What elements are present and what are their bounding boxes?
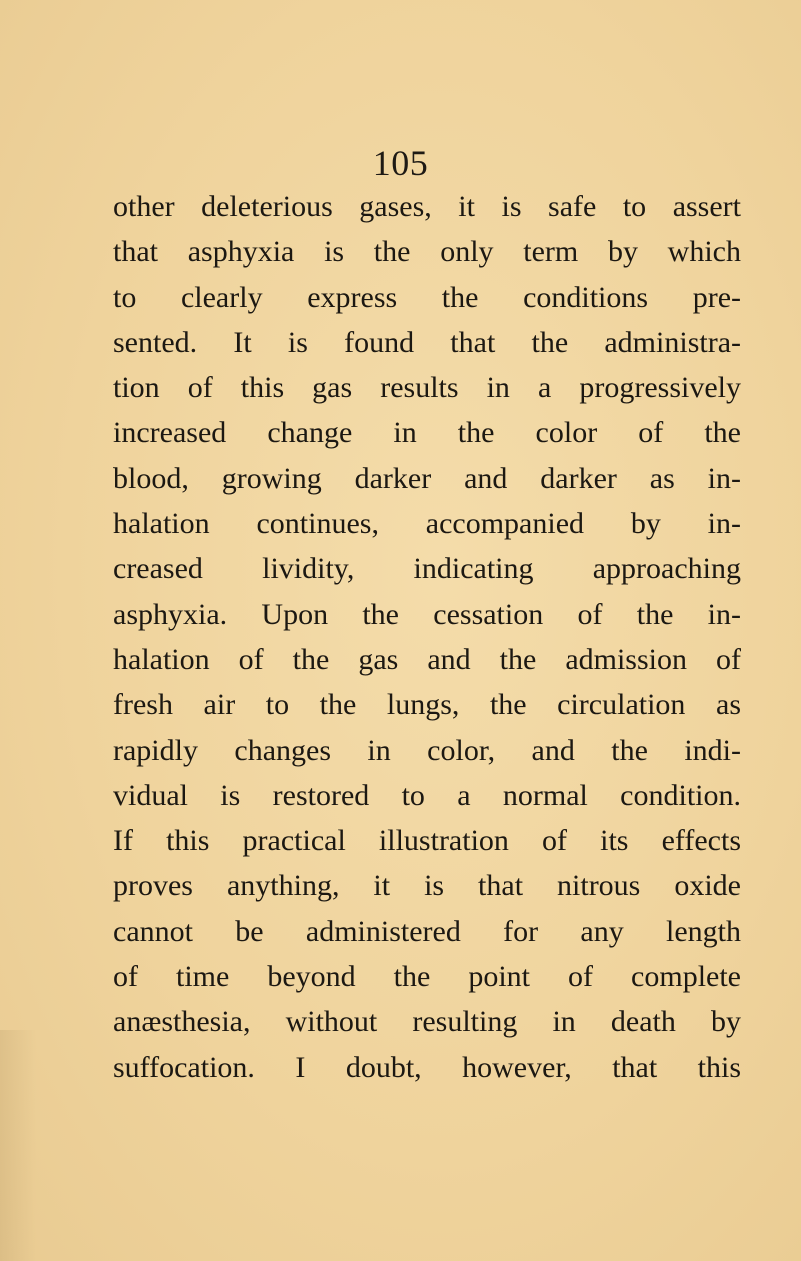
text-line: other deleterious gases, it is safe to assert bbox=[113, 190, 741, 223]
text-line: halation continues, accompanied by in- bbox=[113, 507, 741, 541]
text-line: creased lividity, indicating approaching bbox=[113, 552, 741, 586]
text-line: increased change in the color of the bbox=[113, 416, 741, 450]
text-line: cannot be administered for any length bbox=[113, 914, 741, 948]
text-line: tion of this gas results in a progressively bbox=[113, 371, 741, 405]
page-number: 105 bbox=[372, 143, 429, 183]
text-line: anæsthesia, without resulting in death by bbox=[113, 1005, 741, 1039]
body-text bbox=[113, 184, 741, 1090]
text-line: If this practical illustration of its effects bbox=[113, 824, 741, 858]
text-line: halation of the gas and the admission of bbox=[113, 642, 741, 676]
text-line: to clearly express the conditions pre- bbox=[113, 280, 741, 314]
text-line: of time beyond the point of complete bbox=[113, 960, 741, 994]
text-line: blood, growing darker and darker as in- bbox=[113, 461, 741, 495]
text-line: sented. It is found that the administra- bbox=[113, 325, 741, 359]
text-line: proves anything, it is that nitrous oxide bbox=[113, 869, 741, 903]
text-line: fresh air to the lungs, the circulation as bbox=[113, 688, 741, 722]
text-line: that asphyxia is the only term by which bbox=[113, 235, 741, 269]
text-line: asphyxia. Upon the cessation of the in- bbox=[113, 597, 741, 631]
text-line: rapidly changes in color, and the indi- bbox=[113, 733, 741, 767]
text-line: vidual is restored to a normal condition. bbox=[113, 778, 741, 812]
text-line: suffocation. I doubt, however, that this bbox=[113, 1050, 741, 1084]
page-edge-shadow bbox=[0, 1030, 36, 1261]
